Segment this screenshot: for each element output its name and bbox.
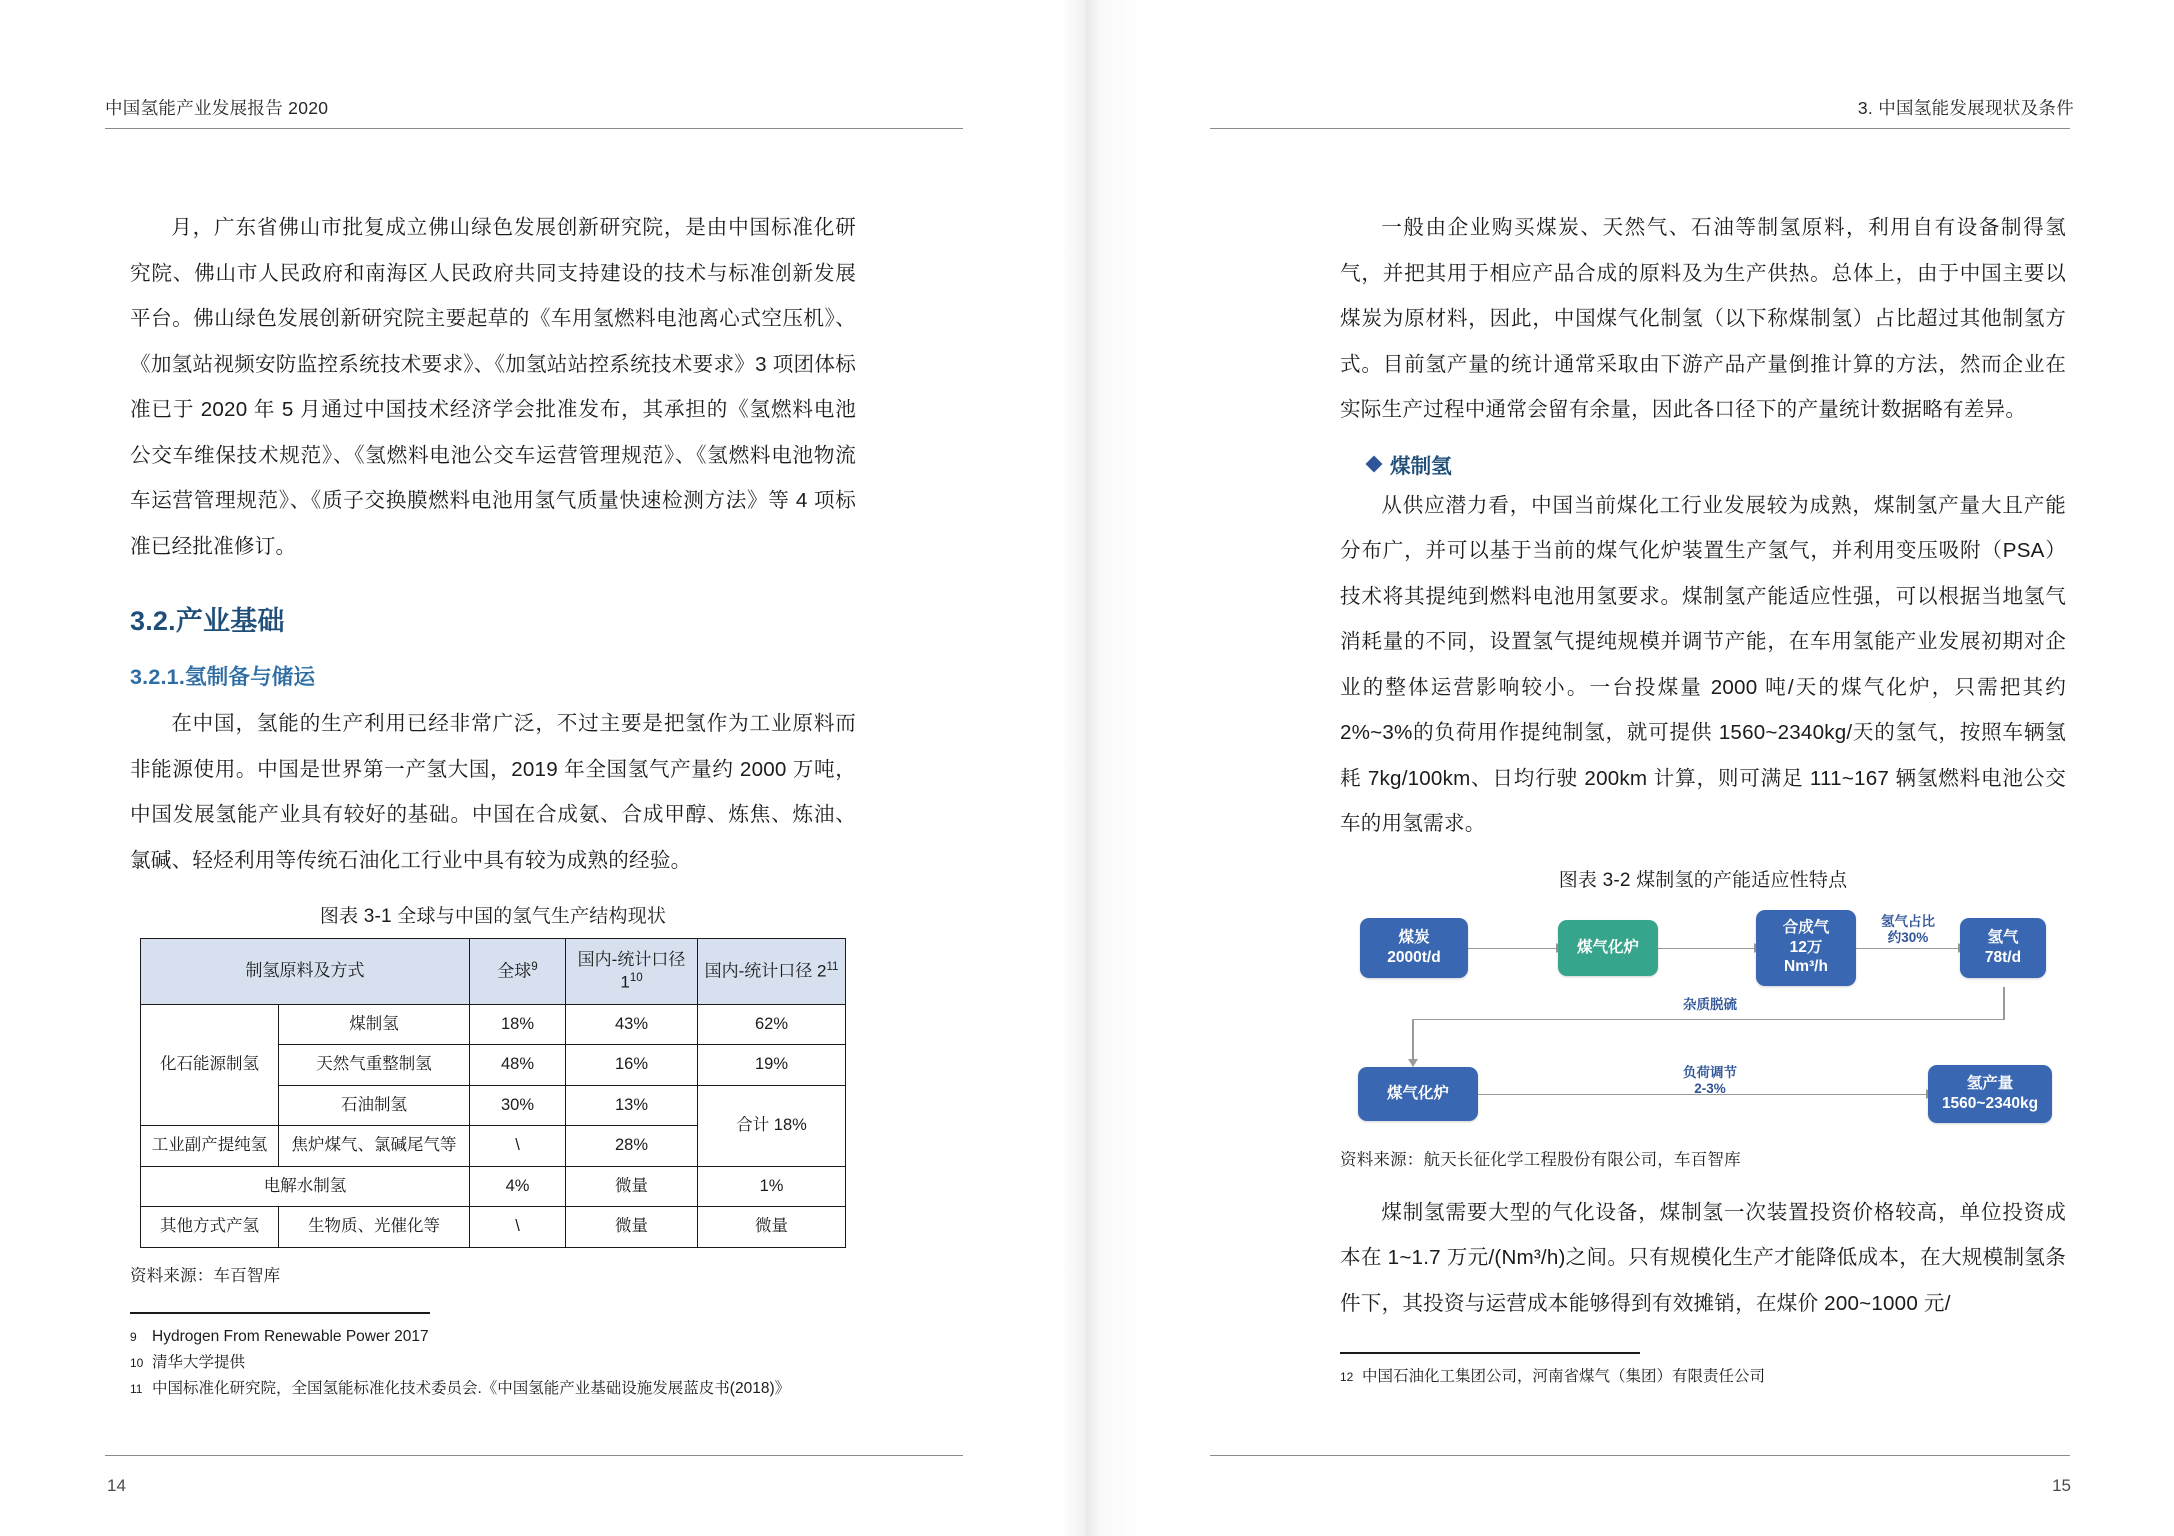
cell-global: 30% xyxy=(470,1085,566,1125)
cell-dom1: 微量 xyxy=(566,1166,698,1206)
table-3-1 xyxy=(140,938,846,1248)
right-paragraph-3: 煤制氢需要大型的气化设备，煤制氢一次装置投资价格较高，单位投资成本在 1~1.7 万元/(Nm³/h)之间。只有规模化生产才能降低成本，在大规模制氢条件下，其投资与运营成本能够得到有效摊销，在煤价 200~1000 元/ xyxy=(1340,1200,2066,1315)
figure-caption-3-2: 图表 3-2 煤制氢的产能适应性特点 xyxy=(1558,869,1848,891)
bullet-heading-label: 煤制氢 xyxy=(1390,454,1452,478)
th-global-footnote: 9 xyxy=(531,961,538,974)
th-feedstock: 制氢原料及方式 xyxy=(141,939,470,1005)
footnote-item xyxy=(130,1350,856,1376)
table-head xyxy=(141,939,846,1005)
table-source-note: 资料来源：车百智库 xyxy=(130,1266,281,1285)
cell-method: 煤制氢 xyxy=(278,1005,469,1045)
header-rule-left xyxy=(105,128,963,129)
edge-coal-to-gasifier xyxy=(1468,948,1558,950)
cell-method: 生物质、光催化等 xyxy=(278,1207,469,1247)
cell-dom1: 43% xyxy=(566,1005,698,1045)
bullet-heading-coal-hydrogen xyxy=(1368,449,2066,479)
subsection-heading-3-2-1: 3.2.1.氢制备与储运 xyxy=(130,665,316,689)
node-hydrogen: 氢气 78t/d xyxy=(1960,918,2046,978)
page-number-left: 14 xyxy=(107,1476,126,1495)
th-domestic-1: 国内-统计口径 1$^{10}$ xyxy=(566,939,698,1005)
cell-dom2: 微量 xyxy=(698,1207,846,1247)
node-coal: 煤炭 2000t/d xyxy=(1360,918,1468,978)
running-head-right: 3. 中国氢能发展现状及条件 xyxy=(1857,98,2074,118)
right-paragraph-1: 一般由企业购买煤炭、天然气、石油等制氢原料，利用自有设备制得氢气，并把其用于相应产品合成的原料及为生产供热。总体上，由于中国主要以煤炭为原材料，因此，中国煤气化制氢（以下称煤制氢）占比超过其他制氢方式。目前氢产量的统计通常采取由下游产品产量倒推计算的方法，然而企业在实际生产过程中通常会留有余量，因此各口径下的产量统计数据略有差异。 xyxy=(1340,216,2066,421)
footnote-rule-right xyxy=(1340,1352,1640,1354)
header-rule-right xyxy=(1210,128,2070,129)
page-right xyxy=(1087,0,2174,1536)
footnote-text: 清华大学提供 xyxy=(152,1353,246,1371)
cell-dom1: 28% xyxy=(566,1126,698,1166)
node-gasifier-2: 煤气化炉 xyxy=(1358,1067,1478,1121)
footnote-text: 中国标准化研究院，全国氢能标准化技术委员会.《中国氢能产业基础设施发展蓝皮书(2018)》 xyxy=(152,1379,791,1397)
cell-dom2-merged: 合计 18% xyxy=(698,1085,846,1166)
footnote-number: 10 xyxy=(130,1355,144,1370)
cell-dom1: 16% xyxy=(566,1045,698,1085)
group-label-fossil: 化石能源制氢 xyxy=(141,1005,279,1126)
cell-method: 焦炉煤气、氯碱尾气等 xyxy=(278,1126,469,1166)
group-label-byproduct: 工业副产提纯氢 xyxy=(141,1126,279,1166)
edge-desulf-down xyxy=(1412,1019,1414,1061)
edge-gasifier-to-syngas xyxy=(1658,948,1756,950)
cell-dom1: 微量 xyxy=(566,1207,698,1247)
th-domestic-1-footnote: 10 xyxy=(629,972,643,985)
arrow-icon xyxy=(1408,1059,1418,1067)
table-row xyxy=(141,1207,846,1247)
footnote-list-right xyxy=(1340,1364,2066,1390)
cell-global: 18% xyxy=(470,1005,566,1045)
footnote-item xyxy=(130,1324,856,1350)
cell-global: \ xyxy=(470,1207,566,1247)
footnote-item xyxy=(1340,1364,2066,1390)
left-paragraph-1: 月，广东省佛山市批复成立佛山绿色发展创新研究院，是由中国标准化研究院、佛山市人民政府和南海区人民政府共同支持建设的技术与标准创新发展平台。佛山绿色发展创新研究院主要起草的《车用氢燃料电池离心式空压机》、《加氢站视频安防监控系统技术要求》、《加氢站站控系统技术要求》3 项团体标准已于 2020 年 5 月通过中国技术经济学会批准发布，其承担的《氢燃料电池公交车维保技术规范》、《氢燃料电池公交车运营管理规范》、《氢燃料电池物流车运营管理规范》、《质子交换膜燃料电池用氢气质量快速检测方法》等 4 项标准已经批准修订。 xyxy=(130,216,856,558)
table-row xyxy=(141,1005,846,1045)
footnote-text: Hydrogen From Renewable Power 2017 xyxy=(152,1327,429,1345)
figure-3-2-flow-diagram xyxy=(1340,902,2066,1132)
group-label-other: 其他方式产氢 xyxy=(141,1207,279,1247)
th-domestic-2: 国内-统计口径 2$^{11}$ xyxy=(698,939,846,1005)
edge-label-load-adjustment: 负荷调节 2-3% xyxy=(1683,1064,1737,1097)
node-hydrogen-output: 氢产量 1560~2340kg xyxy=(1928,1065,2052,1123)
table-header-row xyxy=(141,939,846,1005)
diamond-bullet-icon xyxy=(1366,455,1383,472)
node-syngas: 合成气 12万 Nm³/h xyxy=(1756,910,1856,986)
footnote-number: 12 xyxy=(1340,1370,1354,1385)
edge-label-desulfurization: 杂质脱硫 xyxy=(1683,996,1737,1012)
footnote-text: 中国石油化工集团公司，河南省煤气（集团）有限责任公司 xyxy=(1362,1368,1766,1386)
footnote-number: 11 xyxy=(130,1381,143,1396)
page-number-right: 15 xyxy=(2052,1476,2071,1495)
cell-dom2: 19% xyxy=(698,1045,846,1085)
right-column-content xyxy=(1340,205,2066,1390)
table-body xyxy=(141,1005,846,1248)
footnote-number: 9 xyxy=(130,1329,137,1344)
footnote-item xyxy=(130,1376,856,1402)
edge-label-hydrogen-ratio: 氢气占比 约30% xyxy=(1881,913,1935,946)
figure-source-note: 资料来源：航天长征化学工程股份有限公司，车百智库 xyxy=(1340,1150,1741,1169)
edge-desulf-horizontal xyxy=(1412,1019,2005,1021)
footnote-list-left xyxy=(130,1324,856,1402)
table-caption-3-1: 图表 3-1 全球与中国的氢气生产结构现状 xyxy=(319,906,667,927)
right-paragraph-2: 从供应潜力看，中国当前煤化工行业发展较为成熟，煤制氢产量大且产能分布广，并可以基于当前的煤气化炉装置生产氢气，并利用变压吸附（PSA）技术将其提纯到燃料电池用氢要求。煤制氢产能适应性强，可以根据当地氢气消耗量的不同，设置氢气提纯规模并调节产能，在车用氢能产业发展初期对企业的整体运营影响较小。一台投煤量 2000 吨/天的煤气化炉，只需把其约 2%~3%的负荷用作提纯制氢，就可提供 1560~2340kg/天的氢气，按照车辆氢耗 7kg/100km、日均行驶 200km 计算，则可满足 111~167 辆氢燃料电池公交车的用氢需求。 xyxy=(1340,493,2066,835)
cell-global: 4% xyxy=(470,1166,566,1206)
footer-rule-right xyxy=(1210,1455,2070,1456)
cell-global: 48% xyxy=(470,1045,566,1085)
section-heading-3-2: 3.2.产业基础 xyxy=(130,606,285,636)
cell-dom1: 13% xyxy=(566,1085,698,1125)
cell-dom2: 62% xyxy=(698,1005,846,1045)
th-domestic-2-footnote: 11 xyxy=(826,961,839,974)
table-row xyxy=(141,1166,846,1206)
th-global: 全球$^9$ xyxy=(470,939,566,1005)
cell-global: \ xyxy=(470,1126,566,1166)
edge-h2-down xyxy=(2003,987,2005,1020)
footer-rule-left xyxy=(105,1455,963,1456)
cell-method: 天然气重整制氢 xyxy=(278,1045,469,1085)
running-head-left: 中国氢能产业发展报告 2020 xyxy=(105,98,329,118)
cell-method: 石油制氢 xyxy=(278,1085,469,1125)
group-label-electrolysis: 电解水制氢 xyxy=(141,1166,470,1206)
cell-dom2: 1% xyxy=(698,1166,846,1206)
left-paragraph-2: 在中国，氢能的生产利用已经非常广泛，不过主要是把氢作为工业原料而非能源使用。中国是世界第一产氢大国，2019 年全国氢气产量约 2000 万吨，中国发展氢能产业具有较好的基础。中国在合成氨、合成甲醇、炼焦、炼油、氯碱、轻烃利用等传统石油化工行业中具有较为成熟的经验。 xyxy=(130,712,856,872)
edge-syngas-to-h2 xyxy=(1856,948,1960,950)
footnote-rule-left xyxy=(130,1312,430,1314)
node-gasifier: 煤气化炉 xyxy=(1558,920,1658,976)
left-column-content xyxy=(130,205,856,1402)
